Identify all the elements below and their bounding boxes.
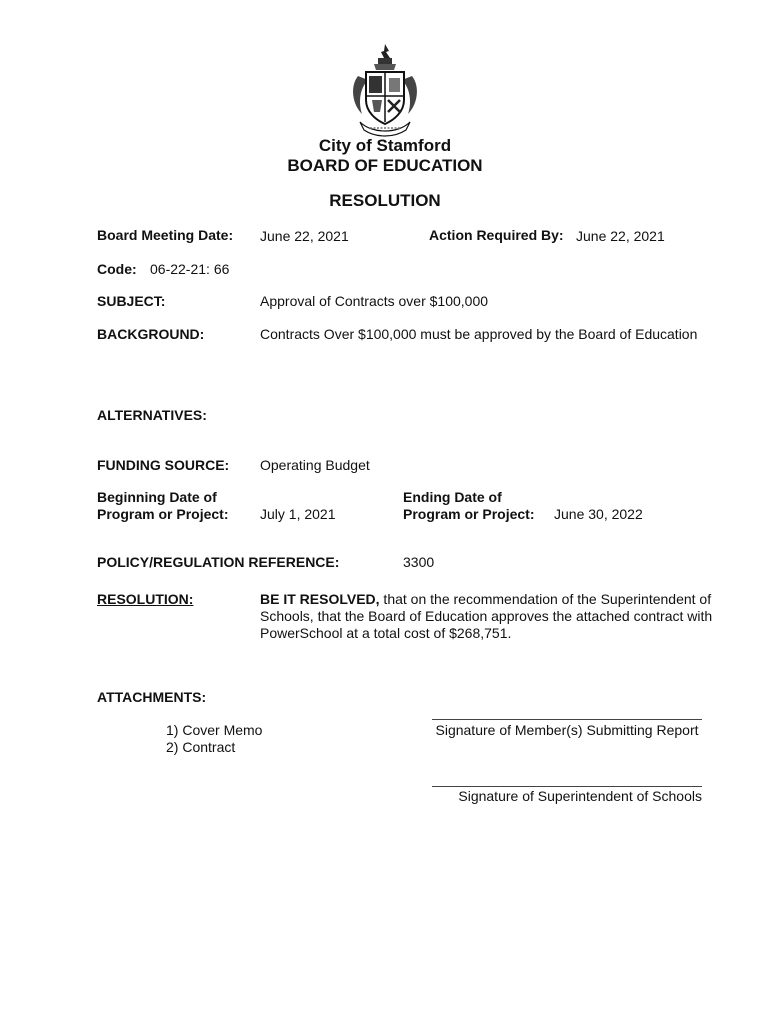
- member-signature-line: [432, 719, 702, 720]
- action-required-value: June 22, 2021: [576, 228, 665, 244]
- board-meeting-date-label: Board Meeting Date:: [97, 227, 234, 243]
- background-label: BACKGROUND:: [97, 326, 205, 342]
- resolution-lead: BE IT RESOLVED,: [260, 591, 380, 607]
- resolution-body: [260, 591, 720, 642]
- beginning-date-value: July 1, 2021: [260, 506, 336, 522]
- document-title: RESOLUTION: [329, 191, 441, 210]
- ending-date-label-line1: Ending Date of: [403, 489, 502, 505]
- beginning-date-label-line2: Program or Project:: [97, 506, 229, 522]
- alternatives-label: ALTERNATIVES:: [97, 407, 207, 423]
- board-meeting-date-value: June 22, 2021: [260, 228, 349, 244]
- resolution-text: that on the recommendation of the Superintendent of Schools, that the Board of Education approves the attached contract with PowerSchool at a total cost of $268,751.: [260, 591, 713, 641]
- background-value: Contracts Over $100,000 must be approved by the Board of Education: [260, 326, 698, 342]
- code-value: 06-22-21: 66: [150, 261, 230, 277]
- city-name: City of Stamford: [318, 136, 452, 155]
- subject-label: SUBJECT:: [97, 293, 166, 309]
- subject-value: Approval of Contracts over $100,000: [260, 293, 489, 309]
- funding-source-label: FUNDING SOURCE:: [97, 457, 230, 473]
- ending-date-label-line2: Program or Project:: [403, 506, 535, 522]
- board-name: BOARD OF EDUCATION: [287, 156, 483, 175]
- city-seal-logo: [344, 42, 426, 138]
- attachment-item: 2) Contract: [166, 739, 236, 755]
- superintendent-signature-caption: Signature of Superintendent of Schools: [458, 788, 702, 804]
- action-required-label: Action Required By:: [429, 227, 564, 243]
- ending-date-value: June 30, 2022: [554, 506, 643, 522]
- policy-reference-value: 3300: [403, 554, 435, 570]
- attachment-item: 1) Cover Memo: [166, 722, 263, 738]
- policy-reference-label: POLICY/REGULATION REFERENCE:: [97, 554, 340, 570]
- member-signature-caption: Signature of Member(s) Submitting Report: [435, 722, 699, 738]
- beginning-date-label-line1: Beginning Date of: [97, 489, 217, 505]
- attachments-label: ATTACHMENTS:: [97, 689, 207, 705]
- code-label: Code:: [97, 261, 137, 277]
- superintendent-signature-line: [432, 786, 702, 787]
- resolution-label: RESOLUTION:: [97, 591, 194, 607]
- funding-source-value: Operating Budget: [260, 457, 370, 473]
